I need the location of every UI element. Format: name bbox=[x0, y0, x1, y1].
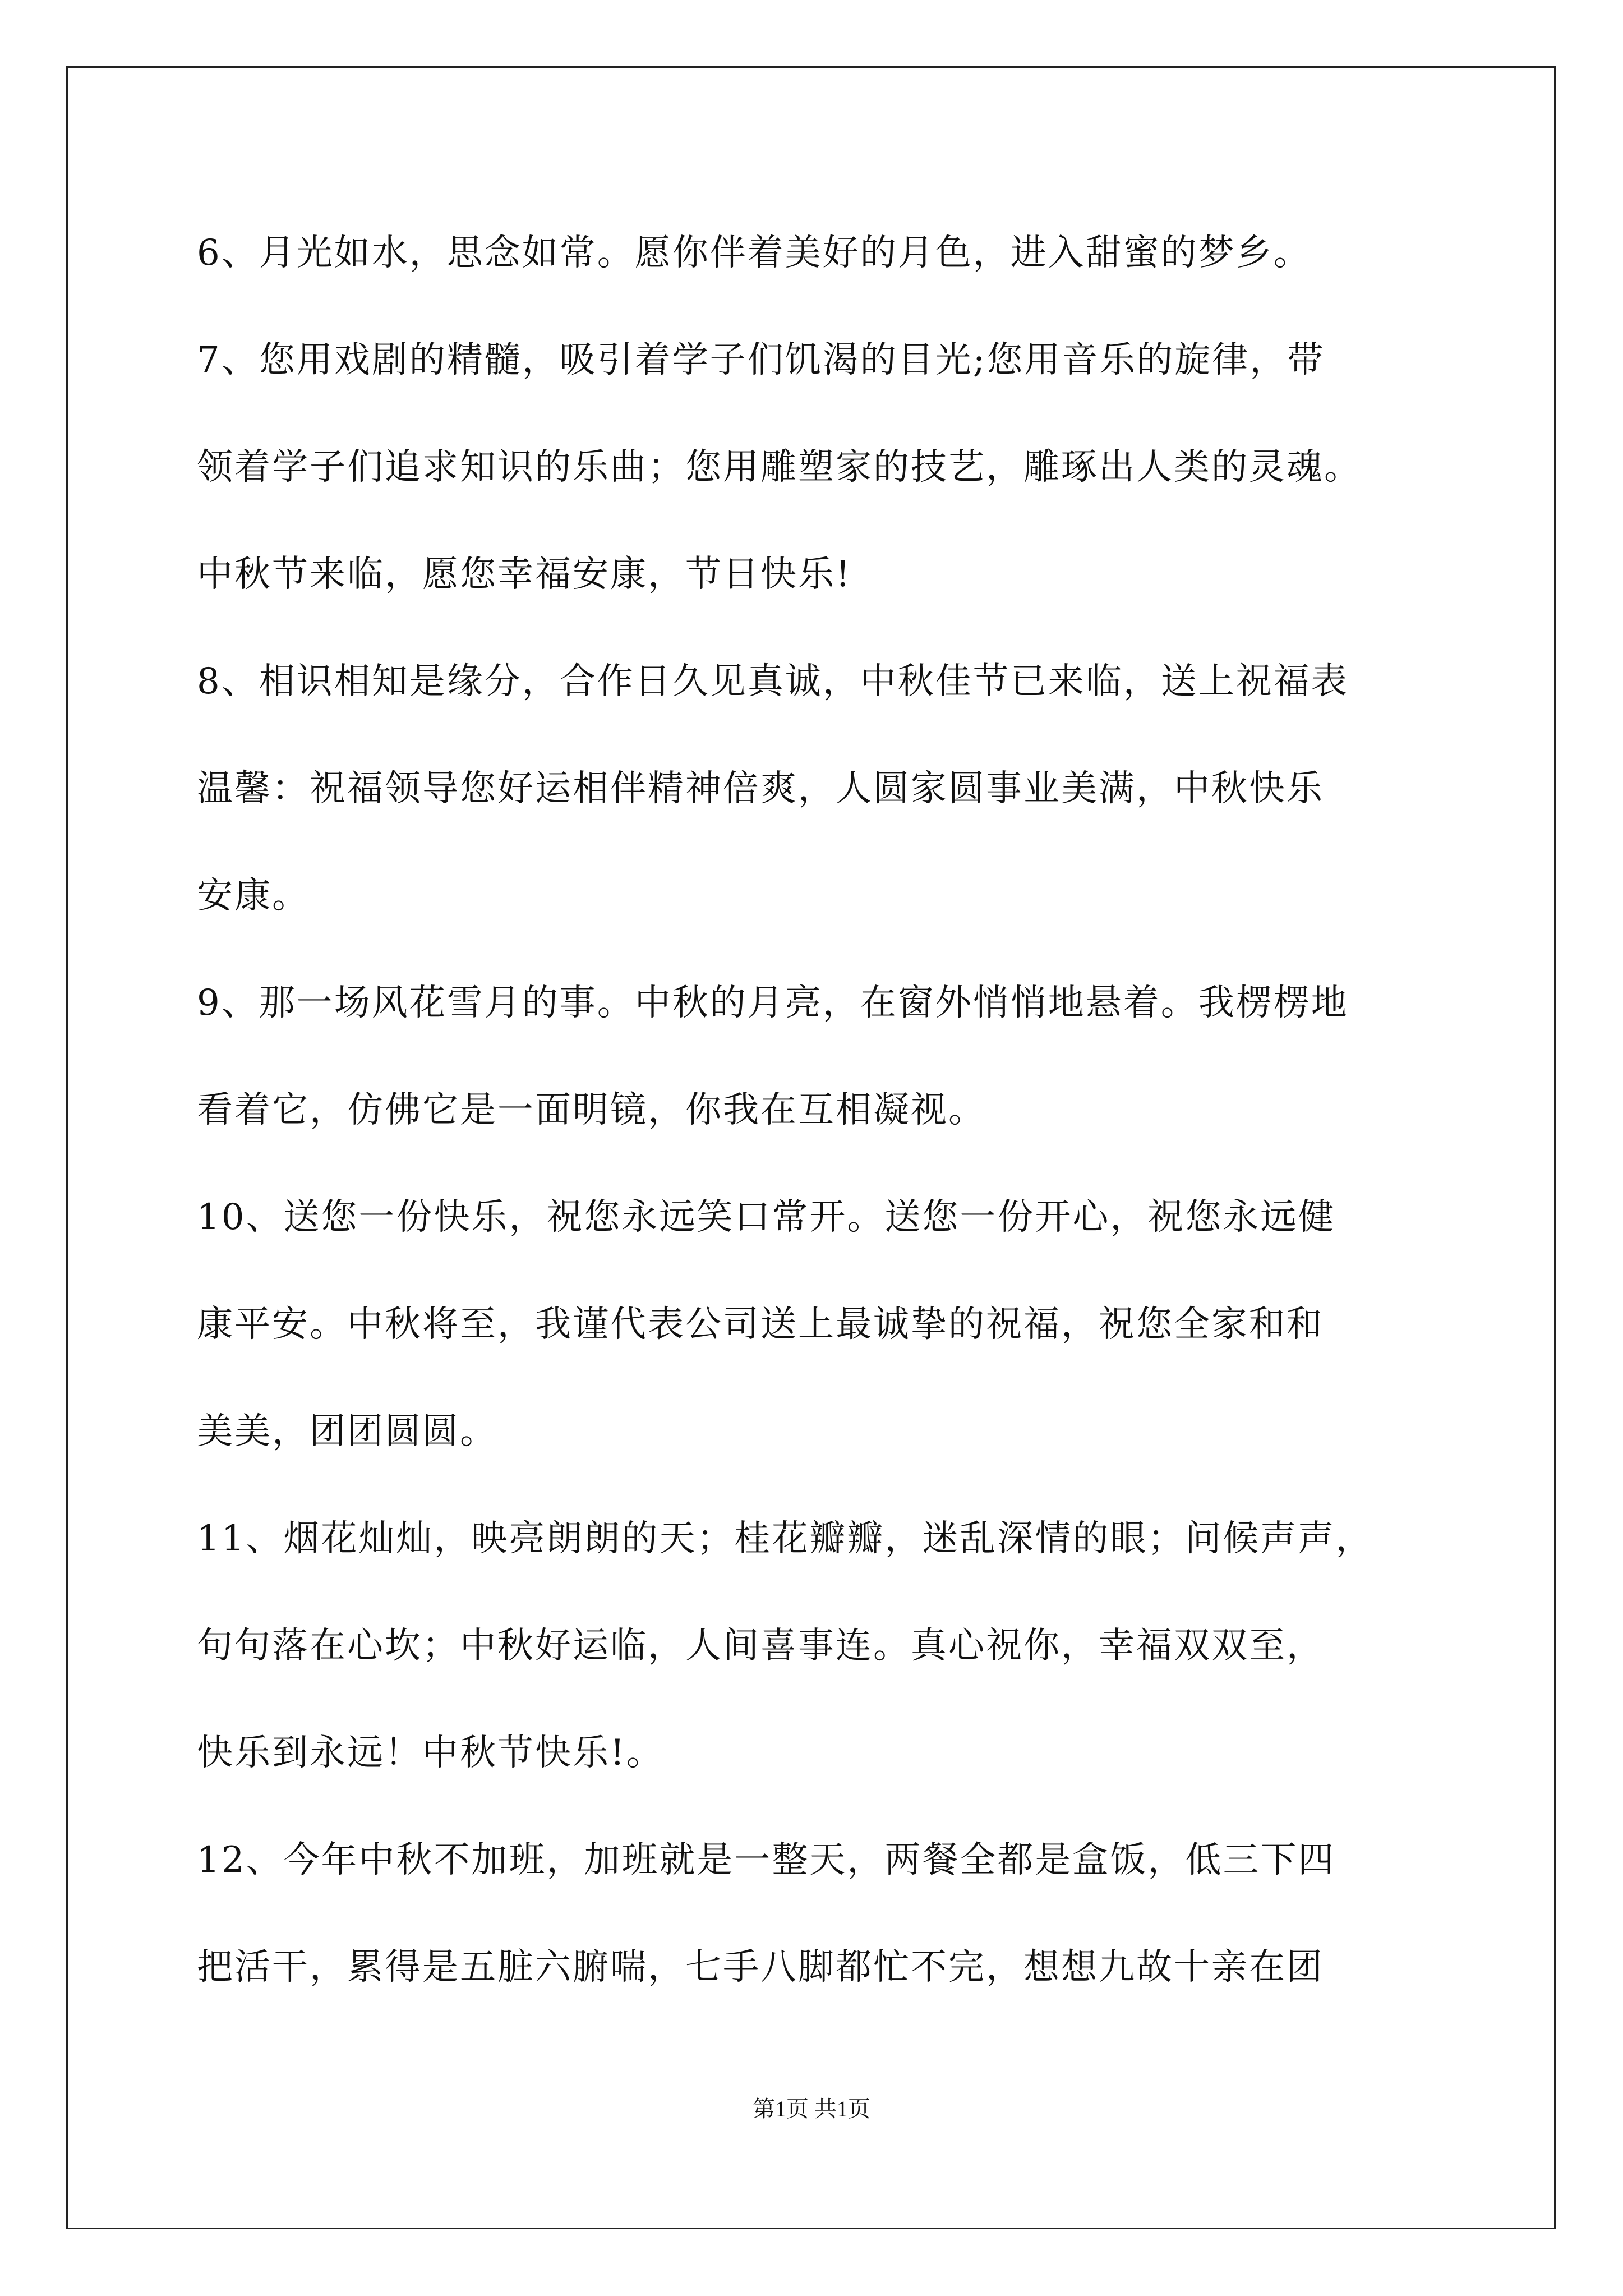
text-line: 10、送您一份快乐，祝您永远笑口常开。送您一份开心，祝您永远健 bbox=[197, 1197, 1336, 1238]
text-line: 快乐到永远！中秋节快乐!。 bbox=[197, 1732, 664, 1774]
text-line: 中秋节来临，愿您幸福安康，节日快乐! bbox=[197, 554, 852, 595]
text-line: 11、烟花灿灿，映亮朗朗的天；桂花瓣瓣，迷乱深情的眼；问候声声， bbox=[197, 1518, 1373, 1559]
text-line: 安康。 bbox=[197, 875, 310, 917]
page-footer: 第1页 共1页 bbox=[753, 2096, 870, 2122]
text-line: 把活干，累得是五脏六腑喘，七手八脚都忙不完，想想九故十亲在团 bbox=[197, 1947, 1324, 1988]
text-line: 8、相识相知是缘分，合作日久见真诚，中秋佳节已来临，送上祝福表 bbox=[197, 661, 1349, 702]
text-line: 句句落在心坎；中秋好运临，人间喜事连。真心祝你，幸福双双至， bbox=[197, 1625, 1324, 1667]
text-line: 温馨：祝福领导您好运相伴精神倍爽，人圆家圆事业美满，中秋快乐 bbox=[197, 768, 1324, 809]
text-line: 12、今年中秋不加班，加班就是一整天，两餐全都是盒饭，低三下四 bbox=[197, 1839, 1336, 1881]
page-border bbox=[66, 66, 1556, 2229]
text-line: 康平安。中秋将至，我谨代表公司送上最诚挚的祝福，祝您全家和和 bbox=[197, 1304, 1324, 1345]
text-line: 7、您用戏剧的精髓，吸引着学子们饥渴的目光;您用音乐的旋律，带 bbox=[197, 339, 1325, 381]
text-line: 6、月光如水，思念如常。愿你伴着美好的月色，进入甜蜜的梦乡。 bbox=[197, 232, 1311, 274]
text-line: 9、那一场风花雪月的事。中秋的月亮，在窗外悄悄地悬着。我楞楞地 bbox=[197, 982, 1349, 1024]
text-line: 领着学子们追求知识的乐曲；您用雕塑家的技艺，雕琢出人类的灵魂。 bbox=[197, 447, 1362, 488]
text-line: 美美，团团圆圆。 bbox=[197, 1411, 497, 1452]
text-line: 看着它，仿佛它是一面明镜，你我在互相凝视。 bbox=[197, 1089, 986, 1131]
